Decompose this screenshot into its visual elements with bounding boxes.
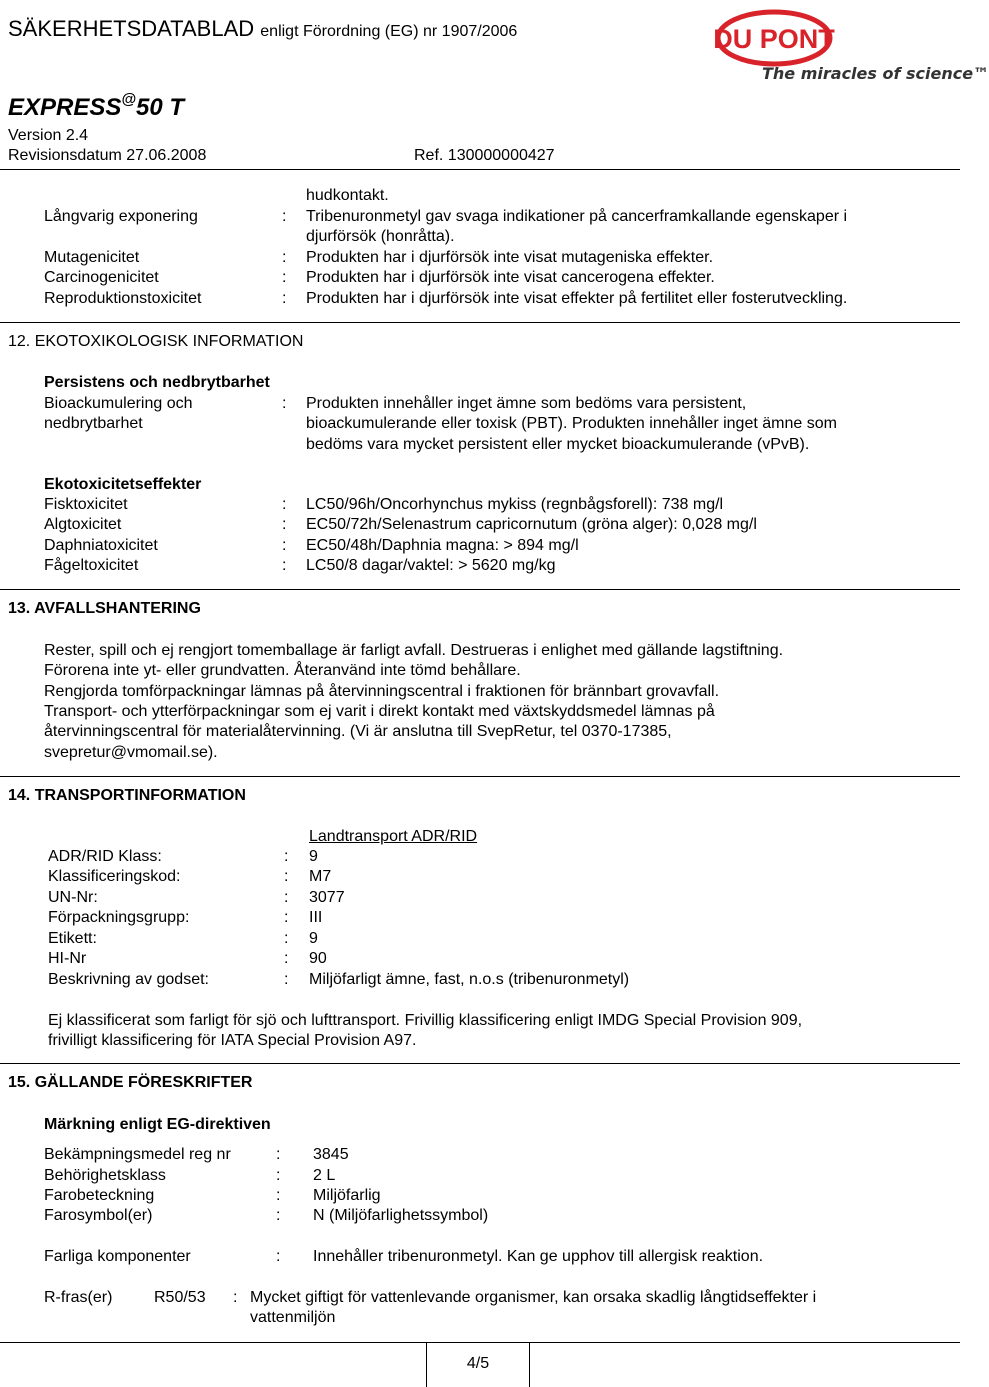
r-phrase-text: Mycket giftigt för vattenlevande organismer, kan orsaka skadlig långtidseffekter i bbox=[250, 1289, 817, 1306]
labelling-heading: Märkning enligt EG-direktiven bbox=[44, 1116, 271, 1133]
tox-value: Produkten har i djurförsök inte visat mutageniska effekter. bbox=[306, 249, 714, 266]
page-number: 4/5 bbox=[466, 1355, 490, 1372]
transport-note: frivilligt klassificering för IATA Special Provision A97. bbox=[48, 1032, 417, 1049]
logo-tagline: The miracles of science™ bbox=[762, 64, 989, 83]
regulation-label: Farosymbol(er) bbox=[44, 1207, 153, 1224]
persistence-heading: Persistens och nedbrytbarhet bbox=[44, 374, 270, 391]
colon: : bbox=[284, 868, 289, 885]
colon: : bbox=[282, 269, 287, 286]
waste-line: svepretur@vmomail.se). bbox=[44, 744, 218, 761]
transport-value: 3077 bbox=[309, 889, 345, 906]
section-15-title: 15. GÄLLANDE FÖRESKRIFTER bbox=[8, 1074, 253, 1091]
bio-label-cont: nedbrytbarhet bbox=[44, 415, 143, 432]
r-phrase-code: R50/53 bbox=[154, 1289, 206, 1306]
colon: : bbox=[233, 1289, 238, 1306]
transport-label: Förpackningsgrupp: bbox=[48, 909, 190, 926]
header-divider bbox=[0, 169, 960, 170]
transport-value: M7 bbox=[309, 868, 332, 885]
colon: : bbox=[284, 971, 289, 988]
r-phrase-text-cont: vattenmiljön bbox=[250, 1309, 336, 1326]
ecotox-label: Fågeltoxicitet bbox=[44, 557, 139, 574]
ecotox-value: EC50/72h/Selenastrum capricornutum (gröna alger): 0,028 mg/l bbox=[306, 516, 757, 533]
regulation-label: Farobeteckning bbox=[44, 1187, 155, 1204]
tox-continued: hudkontakt. bbox=[306, 187, 389, 204]
bio-label: Bioackumulering och bbox=[44, 395, 193, 412]
section-14-title: 14. TRANSPORTINFORMATION bbox=[8, 787, 246, 804]
tox-label: Reproduktionstoxicitet bbox=[44, 290, 202, 307]
colon: : bbox=[282, 557, 287, 574]
page-number-box bbox=[426, 1342, 530, 1387]
r-phrase-label: R-fras(er) bbox=[44, 1289, 113, 1306]
ecotox-value: EC50/48h/Daphnia magna: > 894 mg/l bbox=[306, 537, 579, 554]
version-text: Version 2.4 bbox=[8, 127, 89, 144]
colon: : bbox=[284, 909, 289, 926]
waste-line: Rengjorda tomförpackningar lämnas på återvinningscentral i fraktionen för brännbart grovavfall. bbox=[44, 683, 720, 700]
reference-number: Ref. 130000000427 bbox=[414, 147, 555, 164]
colon: : bbox=[282, 290, 287, 307]
colon: : bbox=[284, 930, 289, 947]
regulation-value: Miljöfarlig bbox=[313, 1187, 381, 1204]
colon: : bbox=[276, 1187, 281, 1204]
document-title: SÄKERHETSDATABLAD enligt Förordning (EG) nr 1907/2006 bbox=[8, 16, 518, 41]
colon: : bbox=[282, 537, 287, 554]
section-divider bbox=[0, 1063, 960, 1064]
transport-label: Klassificeringskod: bbox=[48, 868, 181, 885]
transport-value: 90 bbox=[309, 950, 327, 967]
tox-label: Långvarig exponering bbox=[44, 208, 198, 225]
colon: : bbox=[284, 889, 289, 906]
colon: : bbox=[276, 1167, 281, 1184]
ecotox-label: Fisktoxicitet bbox=[44, 496, 128, 513]
product-name: EXPRESS@50 T bbox=[8, 91, 185, 121]
colon: : bbox=[284, 848, 289, 865]
ecotox-label: Daphniatoxicitet bbox=[44, 537, 158, 554]
regulation-label: Behörighetsklass bbox=[44, 1167, 166, 1184]
section-divider bbox=[0, 589, 960, 590]
section-12-title: 12. EKOTOXIKOLOGISK INFORMATION bbox=[8, 333, 304, 350]
colon: : bbox=[282, 395, 287, 412]
transport-label: UN-Nr: bbox=[48, 889, 98, 906]
hazard-components-value: Innehåller tribenuronmetyl. Kan ge upphov till allergisk reaktion. bbox=[313, 1248, 764, 1265]
colon: : bbox=[282, 208, 287, 225]
ecotox-heading: Ekotoxicitetseffekter bbox=[44, 476, 202, 493]
transport-label: Etikett: bbox=[48, 930, 97, 947]
colon: : bbox=[276, 1248, 281, 1265]
ecotox-value: LC50/8 dagar/vaktel: > 5620 mg/kg bbox=[306, 557, 556, 574]
regulation-value: 3845 bbox=[313, 1146, 349, 1163]
regulation-value: 2 L bbox=[313, 1167, 336, 1184]
colon: : bbox=[276, 1146, 281, 1163]
waste-line: Förorena inte yt- eller grundvatten. Återanvänd inte tömd behållare. bbox=[44, 662, 521, 679]
transport-value: 9 bbox=[309, 848, 318, 865]
ecotox-value: LC50/96h/Oncorhynchus mykiss (regnbågsforell): 738 mg/l bbox=[306, 496, 724, 513]
ecotox-label: Algtoxicitet bbox=[44, 516, 122, 533]
transport-label: HI-Nr bbox=[48, 950, 87, 967]
regulation-value: N (Miljöfarlighetssymbol) bbox=[313, 1207, 489, 1224]
regulation-label: Bekämpningsmedel reg nr bbox=[44, 1146, 231, 1163]
waste-line: Rester, spill och ej rengjort tomemballage är farligt avfall. Destrueras i enlighet med gällande lagstiftning. bbox=[44, 642, 784, 659]
land-transport-heading: Landtransport ADR/RID bbox=[309, 828, 478, 845]
tox-label: Mutagenicitet bbox=[44, 249, 140, 266]
colon: : bbox=[276, 1207, 281, 1224]
transport-value: 9 bbox=[309, 930, 318, 947]
transport-label: ADR/RID Klass: bbox=[48, 848, 162, 865]
transport-note: Ej klassificerat som farligt för sjö och lufttransport. Frivillig klassificering enligt IMDG Special Provision 909, bbox=[48, 1012, 803, 1029]
section-13-title: 13. AVFALLSHANTERING bbox=[8, 600, 201, 617]
bio-text: Produkten innehåller inget ämne som bedöms vara persistent, bbox=[306, 395, 747, 412]
colon: : bbox=[282, 249, 287, 266]
bio-text: bioackumulerande eller toxisk (PBT). Produkten innehåller inget ämne som bbox=[306, 415, 837, 432]
regulation-text: enligt Förordning (EG) nr 1907/2006 bbox=[260, 23, 518, 40]
tox-value: Tribenuronmetyl gav svaga indikationer på cancerframkallande egenskaper i bbox=[306, 208, 848, 225]
waste-line: Transport- och ytterförpackningar som ej varit i direkt kontakt med växtskyddsmedel lämnas på bbox=[44, 703, 715, 720]
transport-value: III bbox=[309, 909, 323, 926]
tox-value-cont: djurförsök (honråtta). bbox=[306, 228, 455, 245]
tox-label: Carcinogenicitet bbox=[44, 269, 159, 286]
transport-label: Beskrivning av godset: bbox=[48, 971, 209, 988]
colon: : bbox=[282, 496, 287, 513]
section-divider bbox=[0, 322, 960, 323]
revision-date: Revisionsdatum 27.06.2008 bbox=[8, 147, 207, 164]
transport-value: Miljöfarligt ämne, fast, n.o.s (tribenuronmetyl) bbox=[309, 971, 630, 988]
logo-wordmark: DU PONT bbox=[713, 24, 835, 54]
section-divider bbox=[0, 776, 960, 777]
tox-value: Produkten har i djurförsök inte visat cancerogena effekter. bbox=[306, 269, 715, 286]
colon: : bbox=[284, 950, 289, 967]
hazard-components-label: Farliga komponenter bbox=[44, 1248, 191, 1265]
bio-text: bedöms vara mycket persistent eller mycket bioackumulerande (vPvB). bbox=[306, 436, 810, 453]
colon: : bbox=[282, 516, 287, 533]
tox-value: Produkten har i djurförsök inte visat effekter på fertilitet eller fosterutveckling. bbox=[306, 290, 848, 307]
waste-line: återvinningscentral för materialåtervinning. (Vi är anslutna till SvepRetur, tel 0370-17385, bbox=[44, 723, 672, 740]
